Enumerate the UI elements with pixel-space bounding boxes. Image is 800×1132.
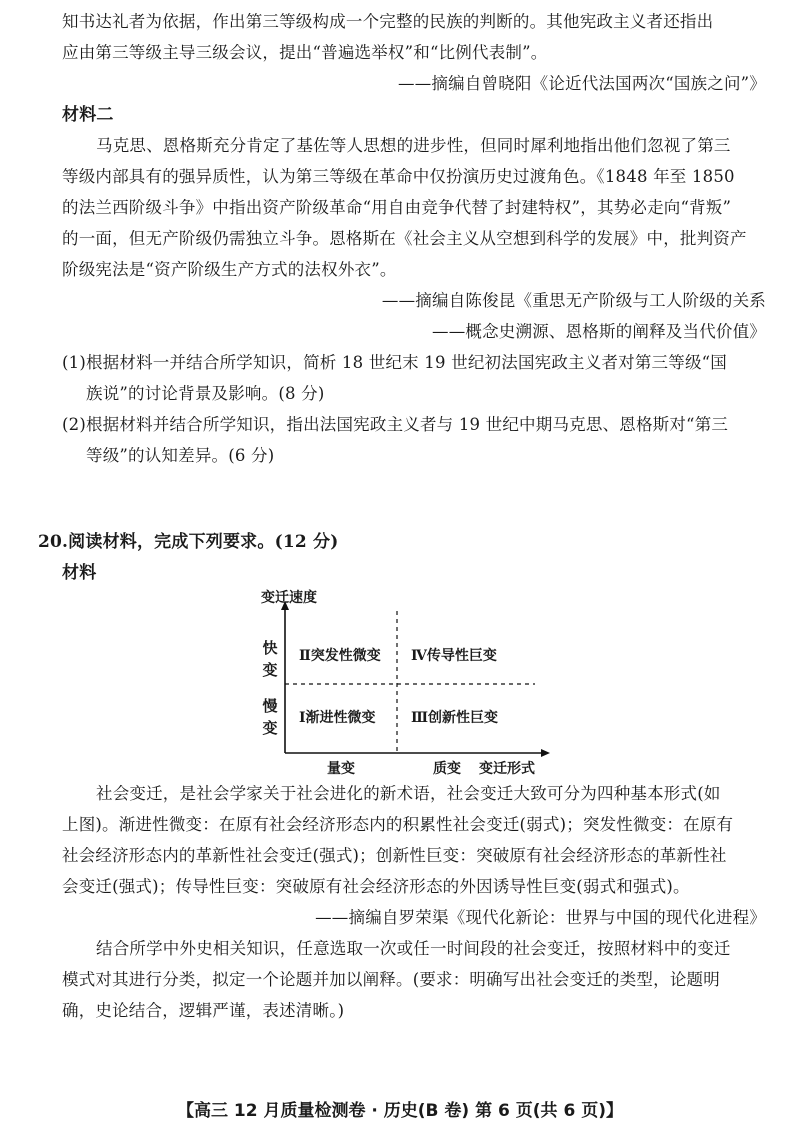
- text-line: 会变迁(强式)；传导性巨变：突破原有社会经济形态的外因诱导性巨变(弱式和强式)。: [62, 877, 690, 896]
- page-footer: 【高三 12 月质量检测卷 · 历史(B 卷) 第 6 页(共 6 页)】: [177, 1101, 623, 1121]
- question-1: (1)根据材料一并结合所学知识，简析 18 世纪末 19 世纪初法国宪政主义者对第三等级“国: [62, 353, 727, 372]
- source-citation: ——摘编自曾晓阳《论近代法国两次“国族之问”》: [398, 74, 766, 93]
- source-citation: ——摘编自罗荣渠《现代化新论：世界与中国的现代化进程》: [315, 908, 766, 927]
- text-line: 社会经济形态内的革新性社会变迁(强式)；创新性巨变：突破原有社会经济形态的革新性社: [62, 846, 727, 865]
- x-axis-arrow: [541, 749, 550, 757]
- x-tick-quantitative: 量变: [327, 761, 355, 777]
- text-line: 的一面，但无产阶级仍需独立斗争。恩格斯在《社会主义从空想到科学的发展》中，批判资产: [62, 229, 747, 248]
- question-2: (2)根据材料并结合所学知识，指出法国宪政主义者与 19 世纪中期马克思、恩格斯对“第三: [62, 415, 729, 434]
- y-tick-slow: 慢变: [262, 697, 278, 737]
- quadrant-label-iv: Ⅳ传导性巨变: [411, 648, 497, 664]
- source-citation: ——摘编自陈俊昆《重思无产阶级与工人阶级的关系: [381, 291, 766, 310]
- text-line: 应由第三等级主导三级会议，提出“普遍选举权”和“比例代表制”。: [62, 43, 548, 62]
- question-1-cont: 族说”的讨论背景及影响。(8 分): [86, 384, 325, 403]
- text-line: 马克思、恩格斯充分肯定了基佐等人思想的进步性，但同时犀利地指出他们忽视了第三: [96, 136, 731, 155]
- task-line: 模式对其进行分类，拟定一个论题并加以阐释。(要求：明确写出社会变迁的类型，论题明: [62, 970, 720, 989]
- x-axis-label: 变迁形式: [479, 761, 535, 777]
- x-tick-qualitative: 质变: [433, 761, 461, 777]
- text-line: 知书达礼者为依据，作出第三等级构成一个完整的民族的判断的。其他宪政主义者还指出: [62, 12, 714, 31]
- text-line: 社会变迁，是社会学家关于社会进化的新术语，社会变迁大致可分为四种基本形式(如: [96, 784, 721, 803]
- task-line: 确，史论结合，逻辑严谨，表述清晰。): [62, 1001, 345, 1020]
- question-20-heading: 20.阅读材料，完成下列要求。(12 分): [38, 532, 339, 552]
- task-line: 结合所学中外史相关知识，任意选取一次或任一时间段的社会变迁，按照材料中的变迁: [96, 939, 731, 958]
- question-2-cont: 等级”的认知差异。(6 分): [86, 446, 275, 465]
- diagram-axes: [255, 585, 555, 780]
- quadrant-label-i: Ⅰ渐进性微变: [299, 710, 376, 726]
- text-line: 的法兰西阶级斗争》中指出资产阶级革命“用自由竞争代替了封建特权”，其势必走向“背叛”: [62, 198, 732, 217]
- source-citation: ——概念史溯源、恩格斯的阐释及当代价值》: [432, 322, 766, 341]
- social-change-diagram: [255, 585, 555, 780]
- y-tick-fast: 快变: [262, 639, 278, 679]
- material-label: 材料: [62, 563, 97, 583]
- quadrant-label-iii: Ⅲ创新性巨变: [411, 710, 499, 726]
- material-heading: 材料二: [62, 105, 114, 125]
- text-line: 阶级宪法是“资产阶级生产方式的法权外衣”。: [62, 260, 397, 279]
- text-line: 等级内部具有的强异质性，认为第三等级在革命中仅扮演历史过渡角色。《1848 年至 1850: [62, 167, 735, 186]
- quadrant-label-ii: Ⅱ突发性微变: [299, 648, 381, 664]
- y-axis-label: 变迁速度: [261, 590, 317, 606]
- text-line: 上图)。渐进性微变：在原有社会经济形态内的积累性社会变迁(弱式)；突发性微变：在原有: [62, 815, 734, 834]
